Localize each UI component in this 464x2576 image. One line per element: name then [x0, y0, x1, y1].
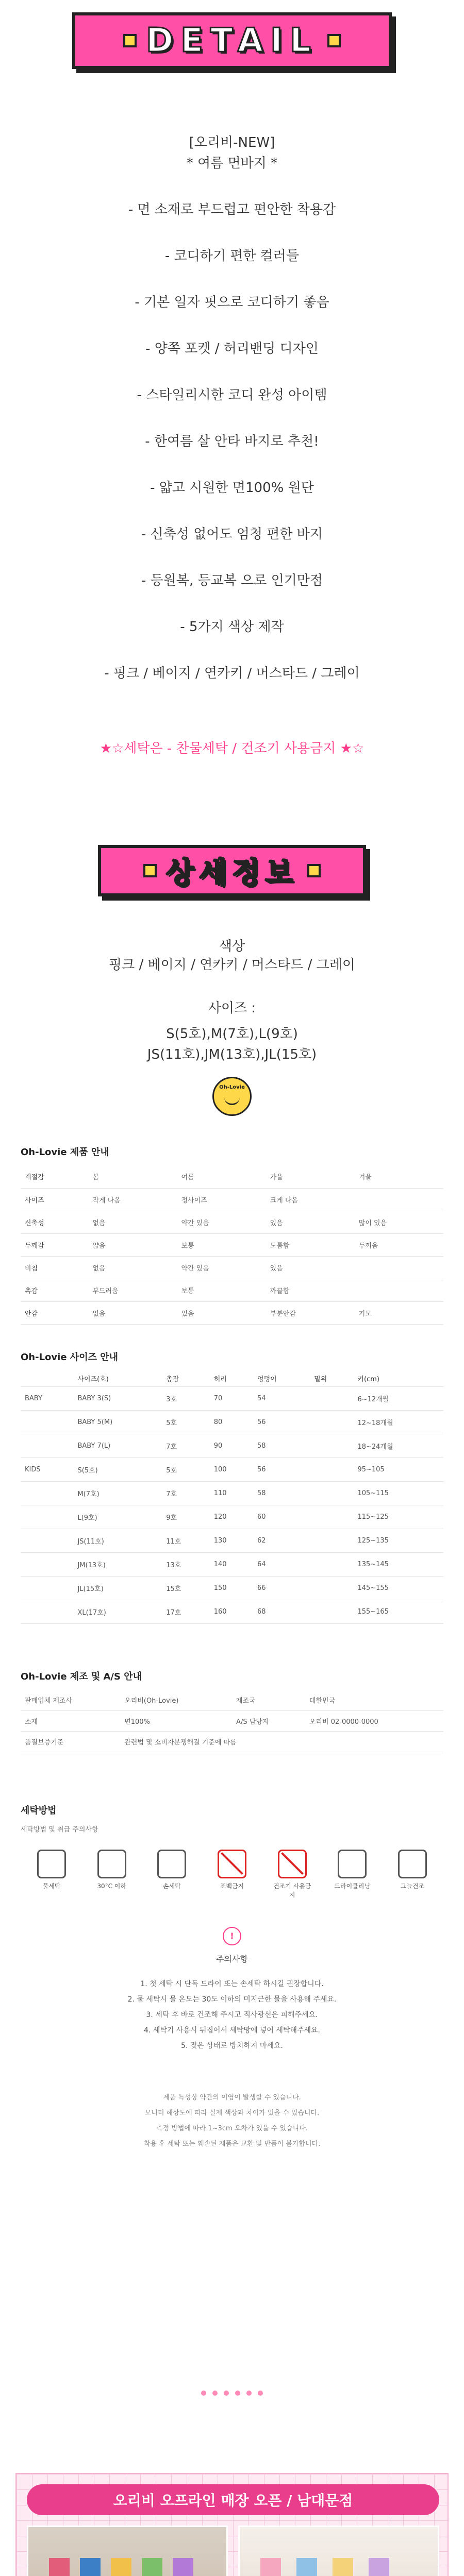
table-cell: 58 — [253, 1434, 310, 1458]
table1-title: Oh-Lovie 제품 안내 — [21, 1147, 109, 1158]
size-label: 사이즈 : — [208, 1001, 256, 1016]
table-cell: BABY 3(S) — [73, 1387, 162, 1411]
smile-icon — [224, 1097, 240, 1105]
table-cell — [310, 1505, 353, 1529]
table-row — [21, 1279, 443, 1301]
clothes-rack — [49, 2558, 70, 2576]
table-cell: 140 — [210, 1553, 253, 1577]
wash-item — [31, 1850, 72, 1899]
store-headline: 오리비 오프라인 매장 오픈 / 남대문점 — [27, 2484, 439, 2515]
shade-dry-icon — [398, 1850, 427, 1878]
table-cell: 145~155 — [353, 1577, 443, 1600]
group-cell — [21, 1411, 73, 1434]
product-point: - 등원복, 등교복 으로 인기만점 — [141, 573, 323, 588]
dot — [201, 2391, 206, 2396]
table-row — [21, 1387, 443, 1411]
table-cell: 15호 — [162, 1577, 210, 1600]
table-cell: 많이 있음 — [355, 1211, 443, 1233]
table-row — [21, 1529, 443, 1553]
product-info-table — [21, 1165, 443, 1325]
group-cell — [21, 1577, 73, 1600]
table-cell: 있음 — [266, 1211, 355, 1233]
table-cell: 까끌함 — [266, 1279, 355, 1301]
clothes-rack — [260, 2558, 281, 2576]
table-row — [21, 1434, 443, 1458]
dot — [246, 2391, 252, 2396]
table-row — [21, 1690, 443, 1710]
detail-banner — [72, 12, 392, 69]
note-line: 제품 특성상 약간의 이염이 발생할 수 있습니다. — [163, 2094, 301, 2102]
table-cell: 촉감 — [21, 1279, 88, 1301]
banner-block-left — [143, 864, 157, 877]
note-line: 모니터 해상도에 따라 실제 색상과 차이가 있을 수 있습니다. — [144, 2109, 320, 2117]
table-cell: 없음 — [88, 1211, 177, 1233]
table-row — [21, 1482, 443, 1505]
dot — [258, 2391, 263, 2396]
product-point: - 얇고 시원한 면100% 원단 — [150, 480, 314, 496]
table-header-cell: 엉덩이 — [253, 1370, 310, 1387]
table-cell: M(7호) — [73, 1482, 162, 1505]
table-cell: BABY 5(M) — [73, 1411, 162, 1434]
table-cell: 소재 — [21, 1710, 120, 1731]
table-cell: 100 — [210, 1458, 253, 1482]
table-cell: 없음 — [88, 1256, 177, 1279]
table-cell: 부분안감 — [266, 1301, 355, 1324]
table-cell: 부드러움 — [88, 1279, 177, 1301]
caution-icon: ! — [223, 1927, 241, 1945]
table-row — [21, 1505, 443, 1529]
wash-item-label: 건조기 사용금지 — [273, 1883, 311, 1899]
table-row — [21, 1256, 443, 1279]
group-cell — [21, 1600, 73, 1624]
clothes-rack — [173, 2558, 193, 2576]
product-point: - 한여름 살 안타 바지로 추천! — [145, 434, 319, 449]
table-cell — [310, 1482, 353, 1505]
wash-note: ★☆세탁은 - 찬물세탁 / 건조기 사용금지 ★☆ — [100, 741, 364, 756]
table-cell: 약간 있음 — [177, 1256, 266, 1279]
wash-item-label: 손세탁 — [162, 1883, 181, 1890]
table-cell: 여름 — [177, 1165, 266, 1188]
dot — [224, 2391, 229, 2396]
table-cell: 있음 — [266, 1256, 355, 1279]
table-row — [21, 1553, 443, 1577]
table-row — [21, 1577, 443, 1600]
table-cell: 70 — [210, 1387, 253, 1411]
table-cell: 12~18개월 — [353, 1411, 443, 1434]
table-cell: 150 — [210, 1577, 253, 1600]
table-cell: BABY 7(L) — [73, 1434, 162, 1458]
table-cell: 비침 — [21, 1256, 88, 1279]
table-header-cell: 사이즈(호) — [73, 1370, 162, 1387]
caution-line: 3. 세탁 후 바로 건조해 주시고 직사광선은 피해주세요. — [146, 2011, 318, 2019]
table-cell — [355, 1279, 443, 1301]
table-cell: 155~165 — [353, 1600, 443, 1624]
table-cell: 7호 — [162, 1434, 210, 1458]
table-row — [21, 1600, 443, 1624]
product-point: - 면 소재로 부드럽고 편안한 착용감 — [128, 202, 336, 217]
banner-block-right — [307, 864, 321, 877]
table-row — [21, 1211, 443, 1233]
table-cell — [310, 1553, 353, 1577]
table-cell: 125~135 — [353, 1529, 443, 1553]
cross-mark — [221, 1852, 243, 1875]
no-bleach-icon — [218, 1850, 246, 1878]
table-cell: 오리비 02-0000-0000 — [305, 1710, 443, 1731]
wash-item — [211, 1850, 253, 1899]
banner-block-right — [327, 34, 341, 47]
wash-icons — [31, 1850, 433, 1899]
table-cell: JM(13호) — [73, 1553, 162, 1577]
caution-line: 2. 물 세탁시 물 온도는 30도 이하의 미지근한 물을 사용해 주세요. — [127, 1995, 337, 2004]
table-cell: 신축성 — [21, 1211, 88, 1233]
table-cell — [310, 1411, 353, 1434]
dot — [212, 2391, 218, 2396]
table-cell: 작게 나옴 — [88, 1188, 177, 1211]
table-cell: 크게 나옴 — [266, 1188, 355, 1211]
store-photo-left — [27, 2526, 228, 2576]
table-cell: 약간 있음 — [177, 1211, 266, 1233]
table-cell — [310, 1529, 353, 1553]
table-cell — [310, 1600, 353, 1624]
table-cell: 품질보증기준 — [21, 1731, 120, 1752]
product-point: - 양쪽 포켓 / 허리밴딩 디자인 — [145, 341, 319, 357]
table-cell — [310, 1458, 353, 1482]
group-cell — [21, 1553, 73, 1577]
detail-banner-text: DETAIL — [146, 22, 318, 60]
table-cell: 안감 — [21, 1301, 88, 1324]
table-cell: 없음 — [88, 1301, 177, 1324]
table-cell: 6~12개월 — [353, 1387, 443, 1411]
clothes-rack — [369, 2558, 389, 2576]
table-cell: 도톰함 — [266, 1233, 355, 1256]
table-cell: 110 — [210, 1482, 253, 1505]
no-dryer-icon — [278, 1850, 307, 1878]
table-cell: 보통 — [177, 1233, 266, 1256]
wash-item — [91, 1850, 132, 1899]
table-cell: XL(17호) — [73, 1600, 162, 1624]
table-cell: 계절감 — [21, 1165, 88, 1188]
table-cell: 대한민국 — [305, 1690, 443, 1710]
table-cell: 오리비(Oh-Lovie) — [120, 1690, 232, 1710]
table-row — [21, 1188, 443, 1211]
table-cell: 겨울 — [355, 1165, 443, 1188]
group-cell — [21, 1482, 73, 1505]
table-cell: 제조국 — [232, 1690, 305, 1710]
clothes-rack — [111, 2558, 131, 2576]
group-cell: KIDS — [21, 1458, 73, 1482]
table-row — [21, 1458, 443, 1482]
table-cell: 17호 — [162, 1600, 210, 1624]
wash-item-label: 물세탁 — [42, 1883, 61, 1890]
clothes-rack — [80, 2558, 101, 2576]
table-cell: 두꺼움 — [355, 1233, 443, 1256]
table-cell: 160 — [210, 1600, 253, 1624]
table-row — [21, 1301, 443, 1324]
table-cell: 56 — [253, 1458, 310, 1482]
table-cell: 3호 — [162, 1387, 210, 1411]
clothes-rack — [142, 2558, 162, 2576]
table-cell: 가을 — [266, 1165, 355, 1188]
wash-item-label: 그늘건조 — [400, 1883, 425, 1890]
product-point: - 스타일리시한 코디 완성 아이템 — [137, 387, 327, 403]
table-header-row — [21, 1370, 443, 1387]
table-cell: 보통 — [177, 1279, 266, 1301]
table-cell — [310, 1434, 353, 1458]
table-cell: 면100% — [120, 1710, 232, 1731]
size-values-1: S(5호),M(7호),L(9호) — [166, 1026, 298, 1042]
table-cell: 얇음 — [88, 1233, 177, 1256]
manufacture-table — [21, 1690, 443, 1752]
table-cell: 있음 — [177, 1301, 266, 1324]
temperature-icon — [97, 1850, 126, 1878]
table-row — [21, 1710, 443, 1731]
brand-logo — [212, 1077, 252, 1116]
dot — [235, 2391, 240, 2396]
wash-item — [392, 1850, 433, 1899]
table-cell: 62 — [253, 1529, 310, 1553]
color-label: 색상 — [219, 939, 245, 954]
table-row — [21, 1165, 443, 1188]
table-row — [21, 1731, 443, 1752]
color-values: 핑크 / 베이지 / 연카키 / 머스타드 / 그레이 — [109, 957, 355, 973]
wash-item — [272, 1850, 313, 1899]
table-cell: 64 — [253, 1553, 310, 1577]
wash-item — [151, 1850, 192, 1899]
table-cell — [310, 1387, 353, 1411]
store-section — [15, 2473, 449, 2576]
dry-clean-icon — [338, 1850, 367, 1878]
product-point: - 핑크 / 베이지 / 연카키 / 머스타드 / 그레이 — [104, 666, 360, 681]
caution-line: 1. 첫 세탁 시 단독 드라이 또는 손세탁 하시길 권장합니다. — [140, 1980, 324, 1988]
table-cell: S(5호) — [73, 1458, 162, 1482]
table-cell: 54 — [253, 1387, 310, 1411]
table-row — [21, 1411, 443, 1434]
product-point: - 신축성 없어도 엄청 편한 바지 — [141, 527, 323, 542]
product-tag: [오리비-NEW] — [189, 135, 275, 150]
table-cell: 두께감 — [21, 1233, 88, 1256]
spec-banner — [98, 845, 366, 896]
table-header-cell: 키(cm) — [353, 1370, 443, 1387]
brand-logo-text: Oh-Lovie — [219, 1084, 245, 1090]
group-cell — [21, 1505, 73, 1529]
table-cell: 115~125 — [353, 1505, 443, 1529]
size-table — [21, 1370, 443, 1624]
table-cell: 11호 — [162, 1529, 210, 1553]
table-cell: 105~115 — [353, 1482, 443, 1505]
table-cell: 120 — [210, 1505, 253, 1529]
table-cell: 80 — [210, 1411, 253, 1434]
product-point: - 기본 일자 핏으로 코디하기 좋음 — [135, 295, 329, 310]
table-cell: 68 — [253, 1600, 310, 1624]
note-line: 착용 후 세탁 또는 훼손된 제품은 교환 및 반품이 불가합니다. — [143, 2140, 321, 2148]
wash-subtitle: 세탁방법 및 취급 주의사항 — [21, 1826, 98, 1834]
table-header-cell: 밑위 — [310, 1370, 353, 1387]
store-photo-right — [238, 2526, 439, 2576]
table-cell: 130 — [210, 1529, 253, 1553]
divider-dots — [201, 2391, 263, 2396]
group-cell — [21, 1434, 73, 1458]
table-cell: 66 — [253, 1577, 310, 1600]
table-cell: 관련법 및 소비자분쟁해결 기준에 따름 — [120, 1731, 443, 1752]
table-cell: 판매업체 제조사 — [21, 1690, 120, 1710]
wash-tub-icon — [37, 1850, 66, 1878]
wash-item — [332, 1850, 373, 1899]
table-cell: 7호 — [162, 1482, 210, 1505]
table-cell: L(9호) — [73, 1505, 162, 1529]
group-cell — [21, 1529, 73, 1553]
table-cell: 5호 — [162, 1411, 210, 1434]
table-cell: 95~105 — [353, 1458, 443, 1482]
table-header-cell: 허리 — [210, 1370, 253, 1387]
table-cell — [355, 1256, 443, 1279]
clothes-rack — [296, 2558, 317, 2576]
banner-block-left — [123, 34, 137, 47]
note-line: 측정 방법에 따라 1~3cm 오차가 있을 수 있습니다. — [156, 2125, 308, 2132]
product-name: * 여름 면바지 * — [186, 156, 278, 171]
table-cell: 사이즈 — [21, 1188, 88, 1211]
table-cell: 56 — [253, 1411, 310, 1434]
table-cell: JS(11호) — [73, 1529, 162, 1553]
caution-line: 4. 세탁기 사용시 뒤집어서 세탁망에 넣어 세탁해주세요. — [143, 2026, 321, 2035]
table-header-cell — [21, 1370, 73, 1387]
group-cell: BABY — [21, 1387, 73, 1411]
table-cell: 5호 — [162, 1458, 210, 1482]
table-cell: 60 — [253, 1505, 310, 1529]
product-point: - 코디하기 편한 컬러들 — [164, 248, 300, 264]
wash-item-label: 표백금지 — [220, 1883, 244, 1890]
table-cell: 135~145 — [353, 1553, 443, 1577]
spec-banner-text: 상세정보 — [165, 856, 299, 890]
caution-line: 5. 젖은 상태로 방치하지 마세요. — [181, 2042, 283, 2050]
table-row — [21, 1233, 443, 1256]
table-cell: 13호 — [162, 1553, 210, 1577]
table-header-cell: 총장 — [162, 1370, 210, 1387]
table-cell: A/S 담당자 — [232, 1710, 305, 1731]
cross-mark — [281, 1852, 304, 1875]
table-cell: 봄 — [88, 1165, 177, 1188]
table-cell — [355, 1188, 443, 1211]
table3-title: Oh-Lovie 제조 및 A/S 안내 — [21, 1671, 142, 1682]
wash-item-label: 드라이클리닝 — [334, 1883, 371, 1890]
product-point: - 5가지 색상 제작 — [180, 619, 284, 635]
table-cell — [310, 1577, 353, 1600]
clothes-rack — [333, 2558, 353, 2576]
table-cell: 기모 — [355, 1301, 443, 1324]
table-cell: JL(15호) — [73, 1577, 162, 1600]
size-values-2: JS(11호),JM(13호),JL(15호) — [147, 1047, 317, 1062]
table2-title: Oh-Lovie 사이즈 안내 — [21, 1352, 119, 1363]
table-cell: 18~24개월 — [353, 1434, 443, 1458]
wash-item-label: 30°C 이하 — [97, 1883, 126, 1890]
caution-title: 주의사항 — [216, 1954, 248, 1964]
table-cell: 정사이즈 — [177, 1188, 266, 1211]
table-cell: 90 — [210, 1434, 253, 1458]
hand-wash-icon — [157, 1850, 186, 1878]
table-cell: 58 — [253, 1482, 310, 1505]
table-cell: 9호 — [162, 1505, 210, 1529]
wash-title: 세탁방법 — [21, 1805, 57, 1816]
